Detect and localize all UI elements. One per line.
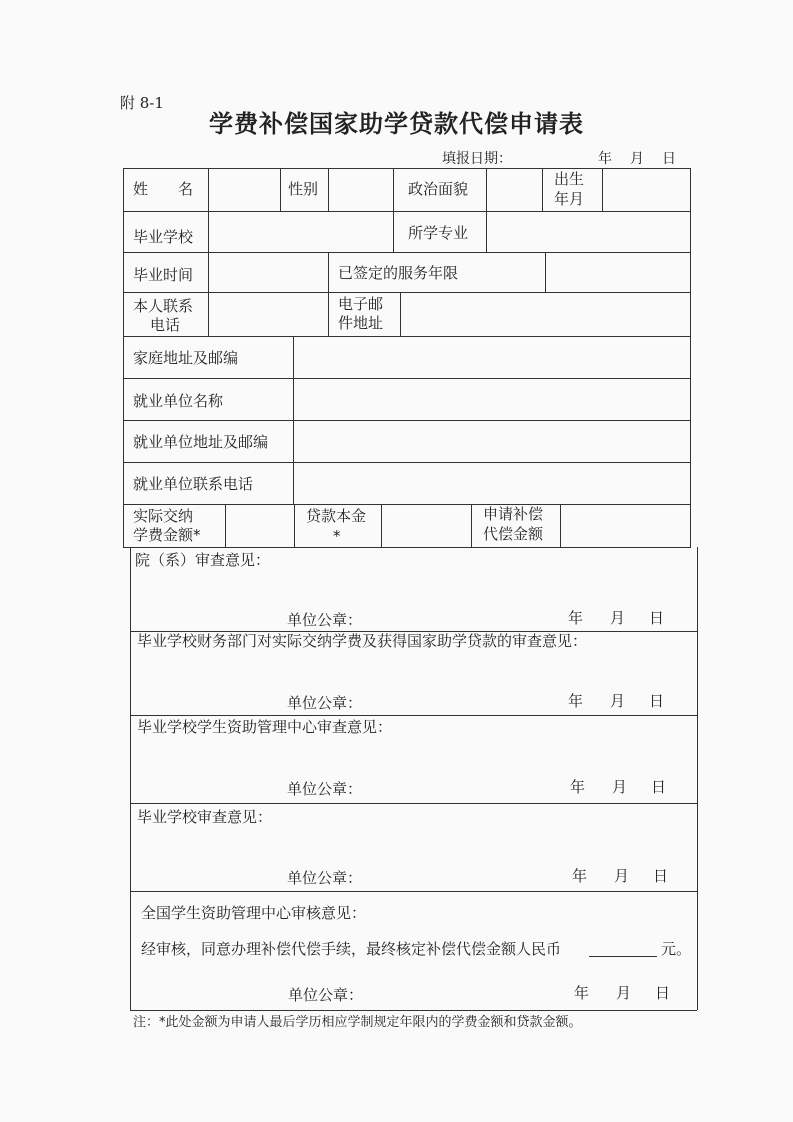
label-apply-1: 申请补偿: [483, 505, 544, 523]
seal-finance: 单位公章：: [287, 694, 363, 712]
seal-dept-year: 年: [568, 609, 584, 627]
label-employer-address: 就业单位地址及邮编: [133, 433, 269, 451]
seal-finance-month: 月: [610, 692, 626, 710]
seal-dept: 单位公章：: [287, 611, 363, 629]
label-loan-1: 贷款本金: [306, 507, 367, 525]
label-home-address: 家庭地址及邮编: [133, 349, 239, 367]
date-day: 日: [662, 151, 676, 167]
review-aid-center: 毕业学校学生资助管理中心审查意见：: [137, 718, 393, 736]
date-year: 年: [598, 151, 612, 167]
seal-aid-center: 单位公章：: [287, 780, 363, 798]
label-service-years: 已签定的服务年限: [338, 264, 459, 282]
label-grad-time: 毕业时间: [133, 266, 194, 284]
label-birth-1: 出生: [554, 170, 585, 188]
fill-date-label: 填报日期：: [442, 151, 512, 167]
label-employer-phone: 就业单位联系电话: [133, 475, 254, 493]
review-finance: 毕业学校财务部门对实际交纳学费及获得国家助学贷款的审查意见：: [137, 632, 588, 650]
seal-school-month: 月: [614, 867, 630, 885]
label-major: 所学专业: [408, 224, 469, 242]
label-phone-1: 本人联系: [133, 297, 194, 315]
seal-aid-year: 年: [570, 778, 586, 796]
label-tuition-2: 学费金额*: [133, 526, 201, 544]
label-loan-2: *: [333, 527, 341, 545]
label-political: 政治面貌: [408, 180, 469, 198]
label-tuition-1: 实际交纳: [133, 507, 194, 525]
seal-finance-day: 日: [649, 692, 665, 710]
label-birth-2: 年月: [554, 190, 585, 208]
annex-label: 附 8-1: [120, 94, 164, 112]
footnote: 注：*此处金额为申请人最后学历相应学制规定年限内的学费金额和贷款金额。: [133, 1015, 582, 1030]
seal-dept-month: 月: [610, 609, 626, 627]
label-name: 姓 名: [133, 180, 194, 198]
label-apply-2: 代偿金额: [483, 525, 544, 543]
label-school: 毕业学校: [133, 228, 194, 246]
seal-aid-month: 月: [612, 778, 628, 796]
seal-national: 单位公章：: [288, 986, 364, 1004]
label-email-2: 件地址: [338, 314, 384, 332]
review-national-text: 经审核，同意办理补偿代偿手续，最终核定补偿代偿金额人民币: [141, 940, 562, 958]
seal-dept-day: 日: [649, 609, 665, 627]
seal-finance-year: 年: [568, 692, 584, 710]
review-school: 毕业学校审查意见：: [137, 808, 273, 826]
yuan-label: 元。: [661, 940, 692, 958]
label-email-1: 电子邮: [338, 295, 384, 313]
seal-aid-day: 日: [651, 778, 667, 796]
label-phone-2: 电话: [150, 316, 181, 334]
seal-school: 单位公章：: [287, 869, 363, 887]
seal-national-month: 月: [616, 984, 632, 1002]
seal-school-day: 日: [653, 867, 669, 885]
date-month: 月: [630, 151, 644, 167]
form-title: 学费补偿国家助学贷款代偿申请表: [209, 109, 584, 138]
seal-school-year: 年: [572, 867, 588, 885]
seal-national-day: 日: [655, 984, 671, 1002]
review-dept: 院（系）审查意见：: [135, 551, 271, 569]
label-gender: 性别: [288, 180, 319, 198]
review-national: 全国学生资助管理中心审核意见：: [141, 904, 367, 922]
seal-national-year: 年: [574, 984, 590, 1002]
amount-blank[interactable]: [589, 942, 657, 957]
label-employer: 就业单位名称: [133, 392, 224, 410]
